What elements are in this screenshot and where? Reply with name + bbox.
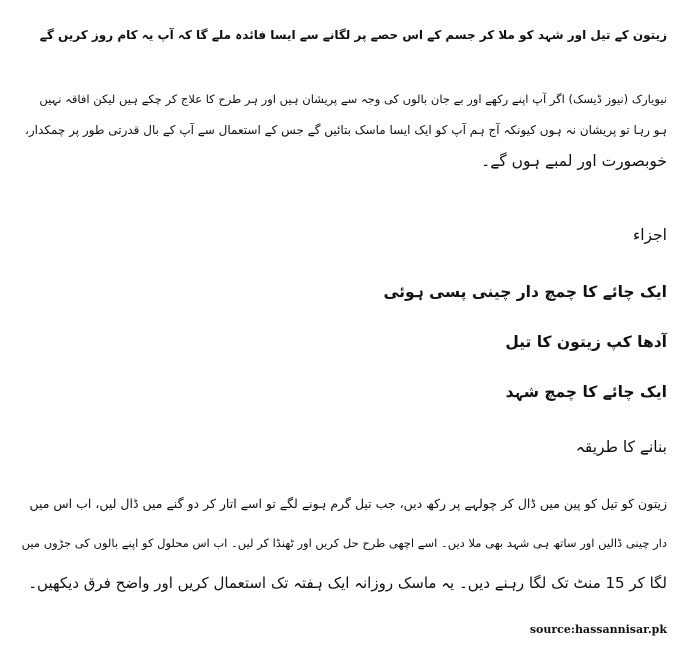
method-line: لگا کر 15 منٹ تک لگا رہنے دیں۔ یہ ماسک روزانہ ایک ہفتہ تک استعمال کریں اور واضح فرق دیکھیں۔ <box>28 574 667 592</box>
intro-line: ہو رہا تو پریشان نہ ہوں کیونکہ آج ہم آپ کو ایک ایسا ماسک بتائیں گے جس کے استعمال سے آپ کے بال قدرتی طور پر چمکدار، <box>25 123 667 137</box>
ingredients-heading: اجزاء <box>632 226 667 244</box>
method-heading: بنانے کا طریقہ <box>575 438 667 456</box>
source-credit: source:hassannisar.pk <box>529 623 667 636</box>
intro-line: نیویارک (نیوز ڈیسک) اگر آپ اپنے رکھے اور بے جان بالوں کی وجہ سے پریشان ہیں اور ہر طرح کا علاج کر چکے ہیں لیکن افاقہ نہیں <box>39 92 667 106</box>
ingredient-item: ایک چائے کا چمچ دار چینی پسی ہوئی <box>383 283 667 301</box>
method-line: زیتون کو تیل کو پین میں ڈال کر چولہے پر رکھ دیں، جب تیل گرم ہونے لگے تو اسے اتار کر دو گنے میں ڈال لیں، اب اس میں <box>29 496 667 511</box>
article-title: زیتون کے تیل اور شہد کو ملا کر جسم کے اس حصے پر لگانے سے ایسا فائدہ ملے گا کہ آپ یہ کام روز کریں گے <box>39 28 667 42</box>
intro-line: خوبصورت اور لمبے ہوں گے۔ <box>481 152 667 170</box>
method-line: دار چینی ڈالیں اور ساتھ ہی شہد بھی ملا دیں۔ اسے اچھی طرح حل کریں اور ٹھنڈا کر لیں۔ اب اس محلول کو اپنے بالوں کی جڑوں میں <box>21 536 667 550</box>
ingredient-item: ایک چائے کا چمچ شہد <box>505 383 667 401</box>
ingredient-item: آدھا کپ زیتون کا تیل <box>505 333 667 351</box>
